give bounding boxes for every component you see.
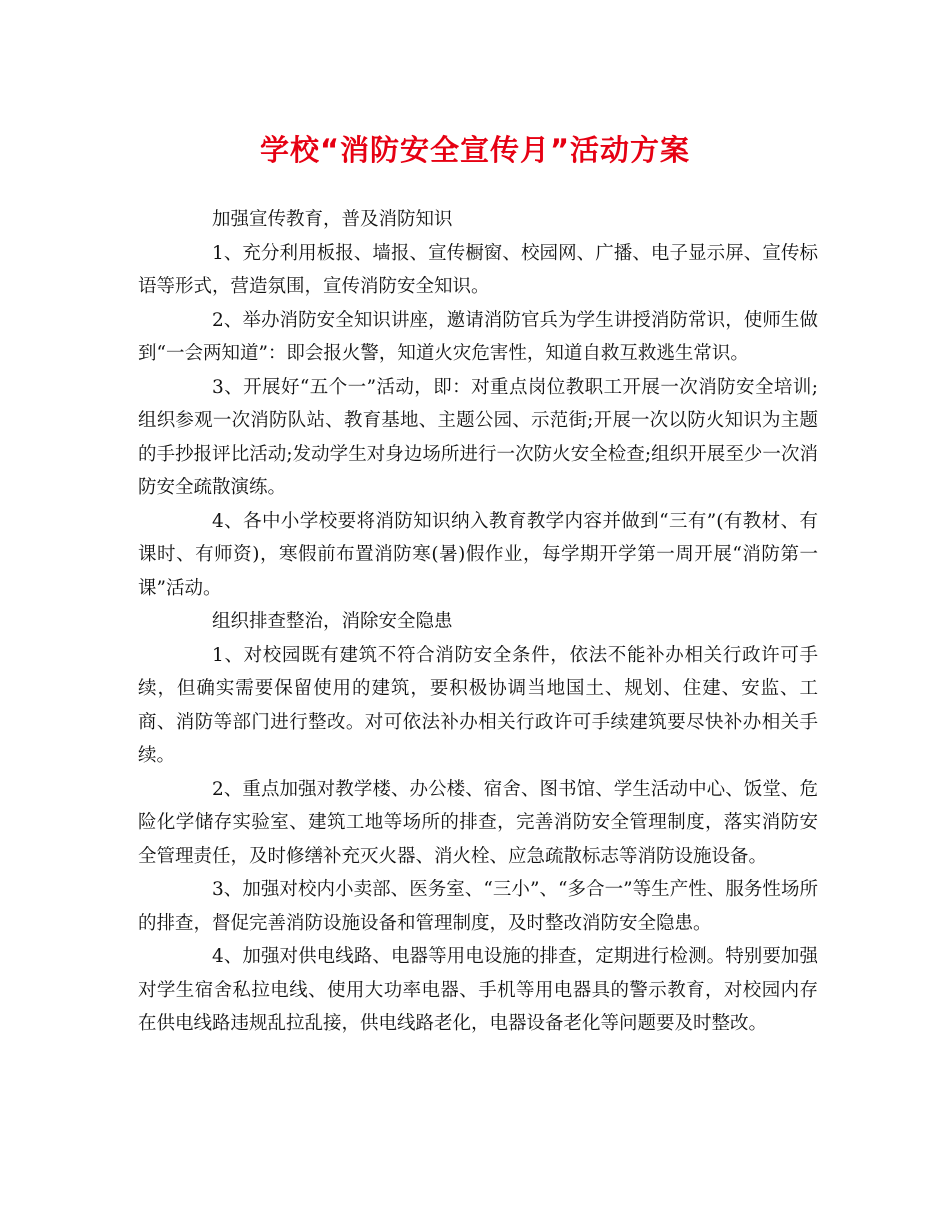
paragraph: 3、加强对校内小卖部、医务室、“三小”、“多合一”等生产性、服务性场所的排查，督促完善消防设施设备和管理制度，及时整改消防安全隐患。	[138, 879, 818, 934]
paragraph: 4、各中小学校要将消防知识纳入教育教学内容并做到“三有”(有教材、有课时、有师资)，寒假前布置消防寒(暑)假作业，每学期开学第一周开展“消防第一课”活动。	[138, 510, 818, 599]
paragraph: 2、举办消防安全知识讲座，邀请消防官兵为学生讲授消防常识，使师生做到“一会两知道”：即会报火警，知道火灾危害性，知道自救互救逃生常识。	[138, 309, 818, 364]
paragraph: 4、加强对供电线路、电器等用电设施的排查，定期进行检测。特别要加强对学生宿舍私拉电线、使用大功率电器、手机等用电器具的警示教育，对校园内存在供电线路违规乱拉乱接，供电线路老化，电器设备老化等问题要及时整改。	[138, 946, 818, 1034]
paragraph: 3、开展好“五个一”活动，即：对重点岗位教职工开展一次消防安全培训;组织参观一次消防队站、教育基地、主题公园、示范街;开展一次以防火知识为主题的手抄报评比活动;发动学生对身边场所进行一次防火安全检查;组织开展至少一次消防安全疏散演练。	[138, 376, 818, 498]
paragraph: 1、充分利用板报、墙报、宣传橱窗、校园网、广播、电子显示屏、宣传标语等形式，营造氛围，宣传消防安全知识。	[138, 242, 818, 297]
paragraph: 1、对校园既有建筑不符合消防安全条件，依法不能补办相关行政许可手续，但确实需要保留使用的建筑，要积极协调当地国土、规划、住建、安监、工商、消防等部门进行整改。对可依法补办相关行政许可手续建筑要尽快补办相关手续。	[138, 644, 818, 766]
section-heading: 加强宣传教育，普及消防知识	[212, 209, 453, 230]
paragraph: 2、重点加强对教学楼、办公楼、宿舍、图书馆、学生活动中心、饭堂、危险化学储存实验室、建筑工地等场所的排查，完善消防安全管理制度，落实消防安全管理责任，及时修缮补充灭火器、消火栓、应急疏散标志等消防设施设备。	[138, 778, 818, 867]
section-heading: 组织排查整治，消除安全隐患	[212, 611, 453, 632]
page-title: 学校“消防安全宣传月”活动方案	[259, 133, 691, 167]
document-body	[138, 203, 818, 1041]
